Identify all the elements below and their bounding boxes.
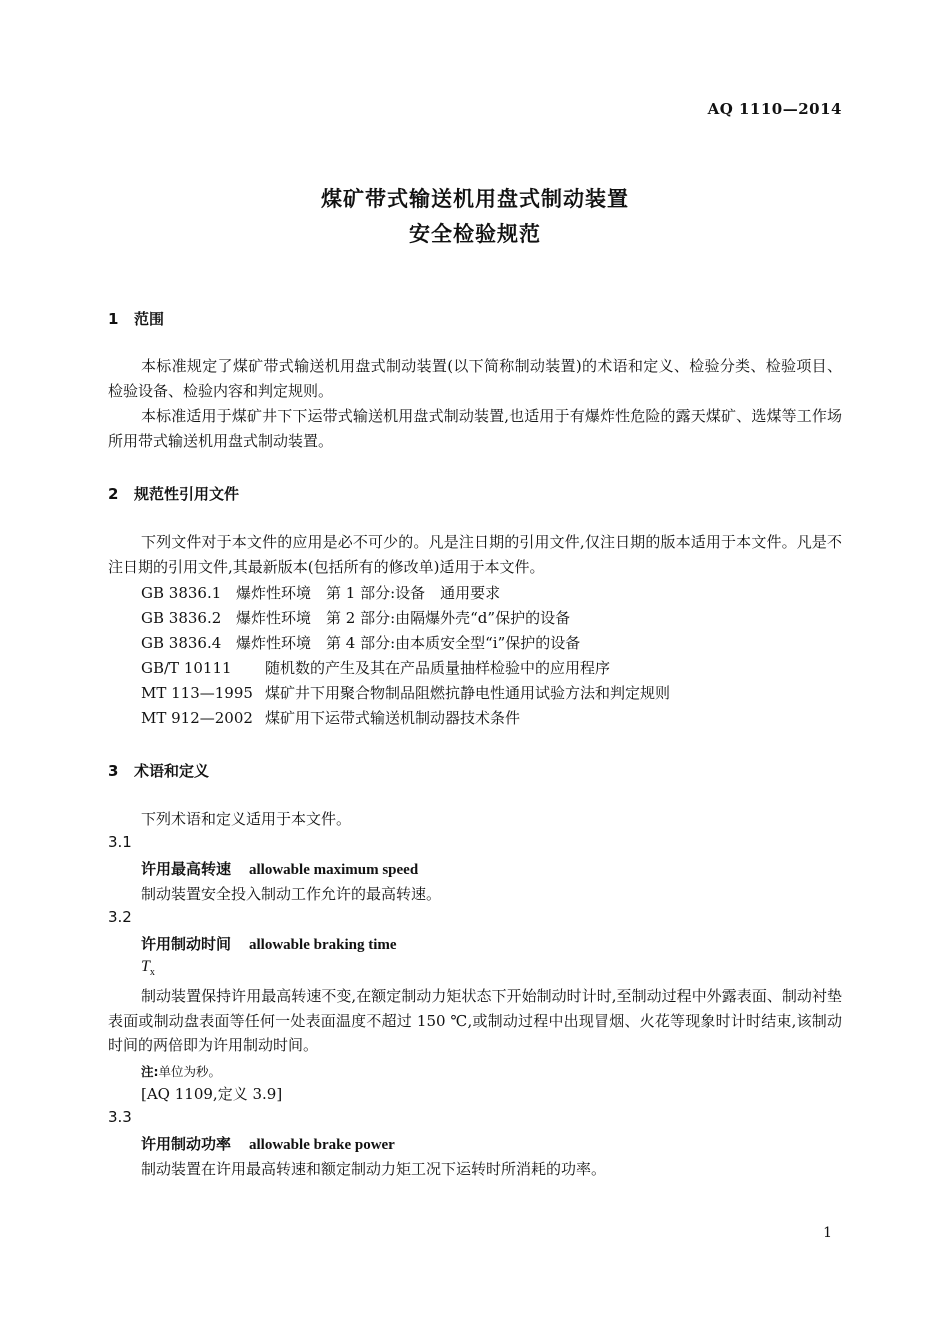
term-heading [141,858,418,879]
term-english: allowable maximum speed [249,862,419,878]
term-number: 3.2 [108,908,132,926]
reference-item [141,682,670,703]
reference-title: 随机数的产生及其在产品质量抽样检验中的应用程序 [265,659,611,677]
reference-title: 爆炸性环境 第 2 部分:由隔爆外壳“d”保护的设备 [236,609,571,627]
term-chinese: 许用制动功率 [141,1135,232,1153]
reference-title: 煤矿井下用聚合物制品阻燃抗静电性通用试验方法和判定规则 [265,684,671,702]
page-number: 1 [823,1225,832,1241]
reference-code: GB 3836.4 [141,634,222,652]
term-definition: 制动装置在许用最高转速和额定制动力矩工况下运转时所消耗的功率。 [141,1160,607,1178]
section-3-heading [108,760,209,781]
section-3-intro: 下列术语和定义适用于本文件。 [141,810,352,828]
section-2-paragraph: 下列文件对于本文件的应用是必不可少的。凡是注日期的引用文件,仅注日期的版本适用于本文件。凡是不注日期的引用文件,其最新版本(包括所有的修改单)适用于本文件。 [108,533,842,576]
reference-title: 煤矿用下运带式输送机制动器技术条件 [265,709,521,727]
standard-code: AQ 1110—2014 [707,100,842,118]
section-1-heading [108,308,164,329]
note-text: 单位为秒。 [158,1064,222,1079]
section-1-paragraph-1: 本标准规定了煤矿带式输送机用盘式制动装置(以下简称制动装置)的术语和定义、检验分类、检验项目、检验设备、检验内容和判定规则。 [108,357,842,400]
term-note [141,1062,221,1080]
term-symbol: $T_x$ [141,958,155,979]
term-heading [141,1133,395,1154]
document-title-line1: 煤矿带式输送机用盘式制动装置 [321,187,629,211]
section-title: 规范性引用文件 [134,485,240,503]
reference-item [141,657,610,678]
term-definition: 制动装置安全投入制动工作允许的最高转速。 [141,885,442,903]
term-chinese: 许用制动时间 [141,935,232,953]
section-1-paragraph-2: 本标准适用于煤矿井下下运带式输送机用盘式制动装置,也适用于有爆炸性危险的露天煤矿、选煤等工作场所用带式输送机用盘式制动装置。 [108,407,842,450]
note-label: 注: [141,1064,159,1079]
reference-code: GB 3836.2 [141,609,222,627]
term-english: allowable braking time [249,937,397,953]
term-definition: 制动装置保持许用最高转速不变,在额定制动力矩状态下开始制动时计时,至制动过程中外露表面、制动衬垫表面或制动盘表面等任何一处表面温度不超过 150 ℃,或制动过程中出现冒烟、火花等现象时计时结束,该制动时间的两倍即为许用制动时间。 [108,987,842,1055]
term-heading [141,933,397,954]
term-english: allowable brake power [249,1137,395,1153]
term-symbol-subscript: x [149,967,155,979]
section-title: 范围 [134,310,165,328]
section-number: 2 [108,485,119,503]
term-number: 3.1 [108,833,132,851]
reference-code: GB/T 10111 [141,659,232,677]
term-chinese: 许用最高转速 [141,860,232,878]
reference-code: MT 113—1995 [141,684,253,702]
reference-item [141,607,570,628]
term-source: [AQ 1109,定义 3.9] [141,1085,283,1103]
section-number: 3 [108,762,119,780]
reference-code: GB 3836.1 [141,584,222,602]
reference-item [141,582,500,603]
reference-title: 爆炸性环境 第 4 部分:由本质安全型“i”保护的设备 [236,634,581,652]
reference-title: 爆炸性环境 第 1 部分:设备 通用要求 [236,584,501,602]
reference-item [141,707,520,728]
section-number: 1 [108,310,119,328]
reference-code: MT 912—2002 [141,709,253,727]
section-2-heading [108,483,239,504]
reference-item [141,632,580,653]
document-title-line2: 安全检验规范 [409,222,541,246]
term-number: 3.3 [108,1108,132,1126]
section-title: 术语和定义 [134,762,210,780]
